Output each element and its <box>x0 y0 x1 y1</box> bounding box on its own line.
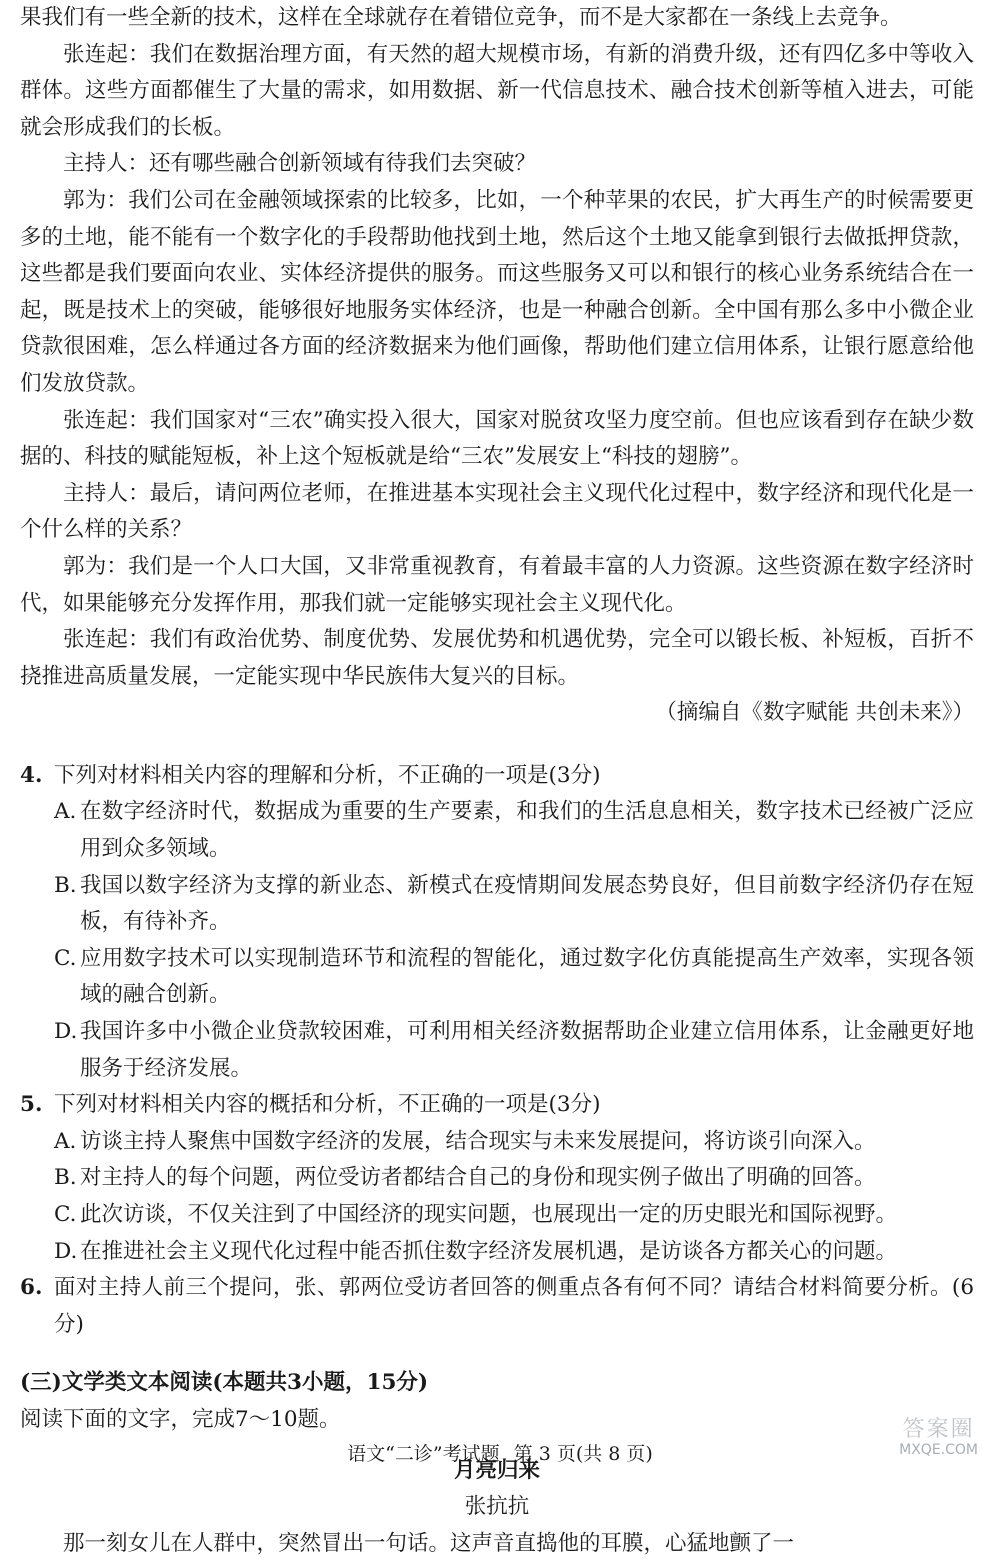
option-label: C. <box>54 945 77 971</box>
question-text: 面对主持人前三个提问，张、郭两位受访者回答的侧重点各有何不同？请结合材料简要分析。(6分) <box>54 1275 974 1337</box>
answer-option <box>54 1160 974 1197</box>
interview-paragraph: 郭为：我们是一个人口大国，又非常重视教育，有着最丰富的人力资源。这些资源在数字经济时代，如果能够充分发挥作用，那我们就一定能够实现社会主义现代化。 <box>20 553 974 616</box>
question-stem <box>20 1270 974 1343</box>
answer-option <box>54 1014 974 1087</box>
question-5 <box>20 1087 974 1270</box>
question-stem <box>20 758 974 795</box>
option-label: C. <box>54 1202 77 1227</box>
question-stem <box>20 1087 974 1124</box>
interview-paragraph: 张连起：我们在数据治理方面，有天然的超大规模市场，有新的消费升级，还有四亿多中等收入群体。这些方面都催生了大量的需求，如用数据、新一代信息技术、融合技术创新等植入进去，可能就会形成我们的长板。 <box>20 41 974 140</box>
question-4 <box>20 758 974 1087</box>
answer-option <box>54 941 974 1014</box>
option-text: 在推进社会主义现代化过程中能否抓住数字经济发展机遇，是访谈各方都关心的问题。 <box>80 1238 898 1264</box>
option-label: D. <box>54 1019 78 1045</box>
option-label: B. <box>54 1165 77 1191</box>
question-text: 下列对材料相关内容的理解和分析，不正确的一项是(3分) <box>54 762 601 788</box>
section-heading: (三)文学类文本阅读(本题共3小题，15分) <box>20 1370 429 1396</box>
option-text: 在数字经济时代，数据成为重要的生产要素，和我们的生活息息相关，数字技术已经被广泛应用到众多领域。 <box>80 799 974 862</box>
question-6 <box>20 1270 974 1343</box>
answer-option <box>54 794 974 867</box>
option-text: 此次访谈，不仅关注到了中国经济的现实问题，也展现出一定的历史眼光和国际视野。 <box>80 1202 898 1227</box>
option-text: 我国许多中小微企业贷款较困难，可利用相关经济数据帮助企业建立信用体系，让金融更好地服务于经济发展。 <box>80 1019 974 1081</box>
option-label: B. <box>54 872 77 898</box>
question-list <box>20 758 974 1344</box>
answer-option <box>54 868 974 941</box>
footer-subject: 语文“二诊”考试题 <box>347 1443 500 1465</box>
option-text: 我国以数字经济为支撑的新业态、新模式在疫情期间发展态势良好，但目前数字经济仍存在短板，有待补齐。 <box>80 872 974 935</box>
option-label: A. <box>54 799 77 825</box>
watermark <box>899 1418 978 1458</box>
watermark-logo: 答案圈 <box>902 1417 975 1442</box>
question-number: 4. <box>20 762 43 788</box>
interview-paragraph: 果我们有一些全新的技术，这样在全球就存在着错位竞争，而不是大家都在一条线上去竞争。 <box>20 5 902 30</box>
question-number: 6. <box>20 1275 43 1301</box>
story-title: 月亮归来 <box>453 1457 540 1483</box>
section-instruction: 阅读下面的文字，完成7～10题。 <box>20 1406 341 1432</box>
page-footer <box>0 1440 1000 1468</box>
interview-paragraph: 郭为：我们公司在金融领域探索的比较多，比如，一个种苹果的农民，扩大再生产的时候需要更多的土地，能不能有一个数字化的手段帮助他找到土地，然后这个土地又能拿到银行去做抵押贷款，这些都是我们要面向农业、实体经济提供的服务。而这些服务又可以和银行的核心业务系统结合在一起，既是技术上的突破，能够很好地服务实体经济，也是一种融合创新。全中国有那么多中小微企业贷款很困难，怎么样通过各方面的经济数据来为他们画像，帮助他们建立信用体系，让银行愿意给他们发放贷款。 <box>20 187 974 396</box>
question-text: 下列对材料相关内容的概括和分析，不正确的一项是(3分) <box>54 1092 601 1118</box>
option-text: 访谈主持人聚焦中国数字经济的发展，结合现实与未来发展提问，将访谈引向深入。 <box>80 1128 876 1154</box>
option-label: A. <box>54 1128 77 1154</box>
interview-paragraph: 主持人：最后，请问两位老师，在推进基本实现社会主义现代化过程中，数字经济和现代化是一个什么样的关系？ <box>20 480 974 543</box>
answer-option <box>54 1197 974 1234</box>
interview-paragraph: 张连起：我们有政治优势、制度优势、发展优势和机遇优势，完全可以锻长板、补短板，百折不挠推进高质量发展，一定能实现中华民族伟大复兴的目标。 <box>20 627 974 689</box>
footer-page-number: 第 3 页(共 8 页) <box>513 1443 653 1465</box>
question-number: 5. <box>20 1092 43 1118</box>
interview-paragraph: 张连起：我们国家对“三农”确实投入很大，国家对脱贫攻坚力度空前。但也应该看到存在缺少数据的、科技的赋能短板，补上这个短板就是给“三农”发展安上“科技的翅膀”。 <box>20 407 974 470</box>
story-author: 张抗抗 <box>464 1494 530 1520</box>
watermark-url: MXQE.COM <box>899 1442 978 1458</box>
source-citation: （摘编自《数字赋能 共创未来》） <box>655 700 974 726</box>
option-label: D. <box>54 1238 78 1264</box>
option-text: 应用数字技术可以实现制造环节和流程的智能化，通过数字化仿真能提高生产效率，实现各领域的融合创新。 <box>80 945 974 1008</box>
answer-option <box>54 1124 974 1161</box>
story-first-line: 那一刻女儿在人群中，突然冒出一句话。这声音直捣他的耳膜，心猛地颤了一 <box>63 1530 795 1556</box>
interview-paragraph: 主持人：还有哪些融合创新领域有待我们去突破？ <box>63 151 537 177</box>
answer-option <box>54 1234 974 1271</box>
interview-text <box>20 0 974 732</box>
option-text: 对主持人的每个问题，两位受访者都结合自己的身份和现实例子做出了明确的回答。 <box>80 1165 876 1191</box>
